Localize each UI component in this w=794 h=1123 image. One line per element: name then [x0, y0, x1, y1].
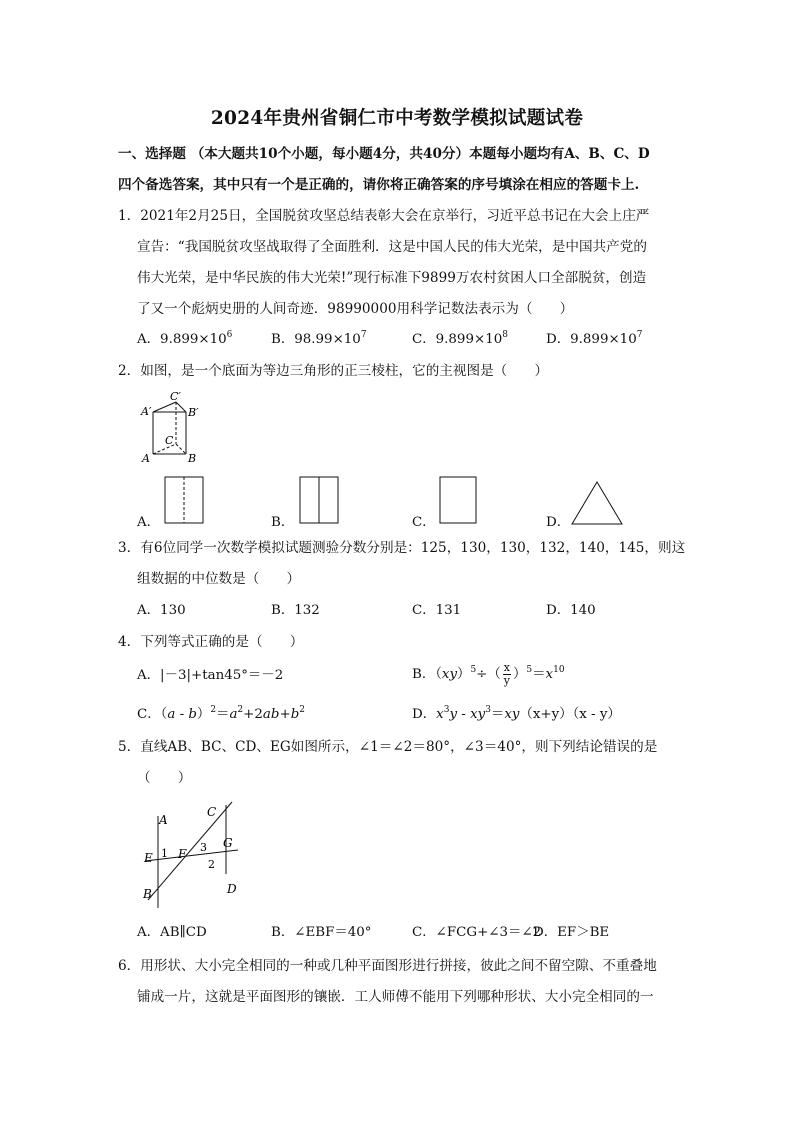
- q4-option-a: A．|－3|+tan45°＝－2: [137, 668, 284, 683]
- label-B: B: [143, 887, 152, 901]
- q5-option-d: D．EF＞BE: [533, 925, 610, 940]
- q6-line1: 6．用形状、大小完全相同的一种或几种平面图形进行拼接，彼此之间不留空隙、不重叠地: [118, 958, 657, 974]
- label-A: A: [159, 813, 168, 827]
- q2-option-c-label: C．: [412, 515, 436, 530]
- q3-option-b: B．132: [271, 603, 320, 618]
- q3-option-d: D．140: [546, 603, 596, 618]
- prism-edge: [176, 402, 186, 412]
- q3-line2: 组数据的中位数是（ ）: [137, 571, 301, 587]
- page-title: 2024年贵州省铜仁市中考数学模拟试题试卷: [210, 108, 584, 129]
- q5-option-b: B．∠EBF＝40°: [271, 925, 372, 940]
- q2-stem: 2．如图，是一个底面为等边三角形的正三棱柱，它的主视图是（ ）: [118, 363, 549, 379]
- q1-line2: 宣告：“我国脱贫攻坚战取得了全面胜利．这是中国人民的伟大光荣，是中国共产党的: [137, 239, 647, 255]
- label-D: D: [227, 882, 237, 896]
- label-b: B: [188, 452, 197, 465]
- label-c-prime: C′: [170, 390, 181, 403]
- label-b-prime: B′: [188, 406, 199, 419]
- line-eg: [145, 850, 238, 861]
- label-F: F: [178, 847, 187, 861]
- q1-option-d: D．$9.899\times 10^7$: [546, 330, 643, 347]
- q1-line3: 伟大光荣，是中华民族的伟大光荣!”现行标准下9899万农村贫困人口全部脱贫，创造: [137, 270, 647, 286]
- label-3: 3: [200, 841, 207, 854]
- q2-option-d-figure: [571, 480, 627, 526]
- q1-line1: 1．2021年2月25日，全国脱贫攻坚总结表彰大会在京举行，习近平总书记在大会上庄严: [118, 208, 650, 224]
- label-E: E: [144, 851, 153, 865]
- label-c: C: [165, 434, 174, 447]
- q3-line1: 3．有6位同学一次数学模拟试题测验分数分别是：125，130，130，132，140，145，则这: [118, 540, 686, 556]
- q2-option-a-label: A．: [137, 515, 161, 530]
- q5-line2: （ ）: [137, 770, 192, 786]
- q2-option-d-label: D．: [546, 515, 571, 530]
- q2-prism-figure: [138, 390, 218, 470]
- q1-line4: 了又一个彪炳史册的人间奇迹．98990000用科学记数法表示为（ ）: [137, 301, 574, 317]
- label-C: C: [207, 805, 217, 819]
- q5-line1: 5．直线AB、BC、CD、EG如图所示，∠1＝∠2＝80°，∠3＝40°，则下列结论错误的是: [118, 739, 658, 755]
- q2-option-c-figure: [439, 476, 481, 526]
- q3-option-c: C．131: [412, 603, 462, 618]
- q2-option-a-figure: [164, 476, 206, 526]
- section-heading-line1: 一、选择题 （本大题共10个小题，每小题4分，共40分）本题每小题均有A、B、C、D: [118, 146, 650, 162]
- section-heading-line2: 四个备选答案，其中只有一个是正确的，请你将正确答案的序号填涂在相应的答题卡上.: [118, 177, 640, 193]
- q5-option-c: C．∠FCG+∠3＝∠2: [412, 925, 542, 940]
- label-2: 2: [208, 858, 215, 871]
- q4-option-c: C．$(a - b)^2=a^2+2ab+b^2$: [137, 705, 306, 722]
- label-1: 1: [161, 847, 168, 860]
- q6-line2: 铺成一片，这就是平面图形的镶嵌．工人师傅不能用下列哪种形状、大小完全相同的一: [137, 989, 654, 1005]
- q1-option-a: A．$9.899\times 10^6$: [137, 330, 233, 347]
- q4-stem: 4．下列等式正确的是（ ）: [118, 634, 304, 650]
- q3-option-a: A．130: [137, 603, 186, 618]
- q2-option-b-label: B．: [271, 515, 295, 530]
- q5-option-a: A．AB∥CD: [137, 925, 207, 940]
- prism-edge: [153, 402, 176, 412]
- q4-option-b: B．（xy）$^5$÷（ $\frac{x}{y}$ ）$^5=x^{10}$: [412, 661, 565, 687]
- q4-option-d: D．$x^3y - xy^3=xy(x+y)(x - y)$: [412, 705, 621, 722]
- q5-lines-figure: [138, 800, 250, 912]
- q1-option-b: B．$98.99\times 10^7$: [271, 330, 367, 347]
- label-a: A: [142, 452, 150, 465]
- label-a-prime: A′: [141, 405, 152, 418]
- label-G: G: [223, 836, 233, 850]
- q2-option-b-figure: [299, 476, 341, 526]
- q1-option-c: C．$9.899\times 10^8$: [412, 330, 508, 347]
- prism-hidden-edge: [176, 444, 186, 454]
